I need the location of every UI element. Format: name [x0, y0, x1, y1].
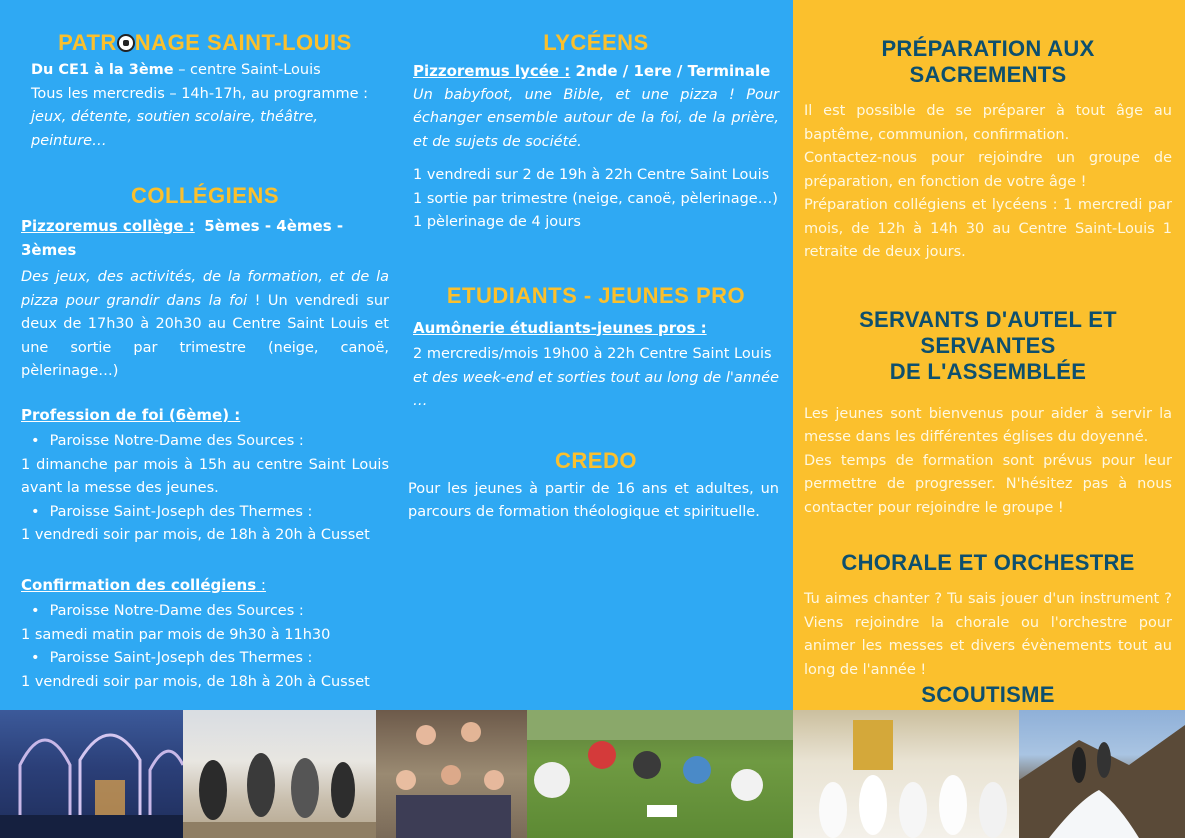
chorale-text: Tu aimes chanter ? Tu sais jouer d'un instrument ? Viens rejoindre la chorale ou l'orchestre pour animer les messes et divers évènements tout au long de l'année ! — [804, 591, 1172, 678]
confirmation-heading: Confirmation des collégiens : — [21, 575, 266, 594]
confirmation-parish-2-detail: 1 vendredi soir par mois, de 18h à 20h à Cusset — [21, 673, 370, 690]
etudiants-line2: et des week-end et sorties tout au long de l'année … — [413, 369, 779, 409]
column-1 — [21, 0, 389, 741]
church-interior-photo — [0, 710, 183, 838]
photo-strip — [0, 710, 1185, 838]
profession-parish-2: • Paroisse Saint-Joseph des Thermes : — [21, 501, 389, 525]
etudiants-title: ETUDIANTS - JEUNES PRO — [446, 282, 746, 308]
sacrements-p1: Il est possible de se préparer à tout âge au baptême, communion, confirmation. — [804, 103, 1172, 143]
lyceens-line2: 1 sortie par trimestre (neige, canoë, pèlerinage…) — [413, 190, 778, 207]
column-2 — [408, 0, 779, 525]
profession-heading: Profession de foi (6ème) : — [21, 405, 241, 424]
patronage-line2: Tous les mercredis – 14h-17h, au programme : — [31, 85, 369, 102]
youth-group-photo — [376, 710, 527, 838]
confirmation-parish-1: • Paroisse Notre-Dame des Sources : — [21, 600, 389, 624]
chorale-title: CHORALE ET ORCHESTRE — [841, 550, 1135, 575]
beach-group-photo — [183, 710, 376, 838]
credo-title: CREDO — [555, 447, 637, 473]
sacrements-title: PRÉPARATION AUX SACREMENTS — [881, 36, 1095, 87]
profession-parish-2-detail: 1 vendredi soir par mois, de 18h à 20h à Cusset — [21, 527, 370, 543]
patronage-line1: Du CE1 à la 3ème – centre Saint-Louis — [31, 62, 321, 78]
altar-servers-illustration — [793, 710, 1019, 838]
servants-title: SERVANTS D'AUTEL ET SERVANTES DE L'ASSEMBLÉE — [859, 306, 1117, 384]
pizzo-lycee-text: Un babyfoot, une Bible, et une pizza ! Pour échanger ensemble autour de la foi, de la prière, et de sujets de société. — [413, 86, 779, 150]
youth-pyramid-illustration — [376, 710, 527, 838]
church-arches-illustration — [0, 710, 183, 838]
outdoor-circle-photo — [527, 710, 793, 838]
profession-parish-1-detail: 1 dimanche par mois à 15h au centre Saint Louis avant la messe des jeunes. — [21, 456, 389, 496]
sacrements-p3: Préparation collégiens et lycéens : 1 mercredi par mois, de 12h à 14h 30 au Centre Saint-Louis 1 retraite de deux jours. — [804, 197, 1172, 260]
altar-servers-photo — [793, 710, 1019, 838]
confirmation-parish-1-detail: 1 samedi matin par mois de 9h30 à 11h30 — [21, 626, 331, 643]
pizzo-lycee-heading: Pizzoremus lycée : 2nde / 1ere / Terminale — [413, 62, 771, 80]
lyceens-title: LYCÉENS — [543, 30, 649, 55]
credo-text: Pour les jeunes à partir de 16 ans et adultes, un parcours de formation théologique et spirituelle. — [408, 480, 779, 520]
lyceens-line3: 1 pèlerinage de 4 jours — [413, 214, 581, 230]
soccer-ball-icon — [117, 34, 135, 52]
scoutisme-title: SCOUTISME — [921, 682, 1055, 707]
people-walking-illustration — [183, 710, 376, 838]
patronage-title: PATR NAGE SAINT-LOUIS — [58, 30, 352, 55]
etudiants-line1: 2 mercredis/mois 19h00 à 22h Centre Saint Louis — [413, 346, 772, 362]
collegiens-title: COLLÉGIENS — [130, 183, 279, 208]
servants-p2: Des temps de formation sont prévus pour leur permettre de progresser. N'hésitez pas à nous contacter pour rejoindre le groupe ! — [804, 452, 1172, 516]
mountain-hike-photo — [1019, 710, 1185, 838]
profession-parish-1: • Paroisse Notre-Dame des Sources : — [21, 430, 389, 454]
kids-sitting-illustration — [527, 710, 793, 838]
column-3 — [804, 0, 1172, 769]
servants-p1: Les jeunes sont bienvenus pour aider à servir la messe dans les différentes églises du doyenné. — [804, 405, 1172, 445]
pizzo-college-heading: Pizzoremus collège : 5èmes - 4èmes - 3èmes — [21, 217, 344, 259]
confirmation-parish-2: • Paroisse Saint-Joseph des Thermes : — [21, 647, 389, 671]
patronage-line3: jeux, détente, soutien scolaire, théâtre, peinture… — [31, 109, 319, 149]
etudiants-heading: Aumônerie étudiants-jeunes pros : — [413, 318, 707, 337]
snowy-mountain-illustration — [1019, 710, 1185, 838]
sacrements-p2: Contactez-nous pour rejoindre un groupe de préparation, en fonction de votre âge ! — [804, 150, 1172, 190]
pizzo-college-text: Des jeux, des activités, de la formation, et de la pizza pour grandir dans la foi ! Un vendredi sur deux de 17h30 à 20h30 au Centre Saint Louis et une sortie par trimestre (neige, canoë, pèlerinage…) — [21, 269, 389, 379]
lyceens-line1: 1 vendredi sur 2 de 19h à 22h Centre Saint Louis — [413, 167, 770, 183]
